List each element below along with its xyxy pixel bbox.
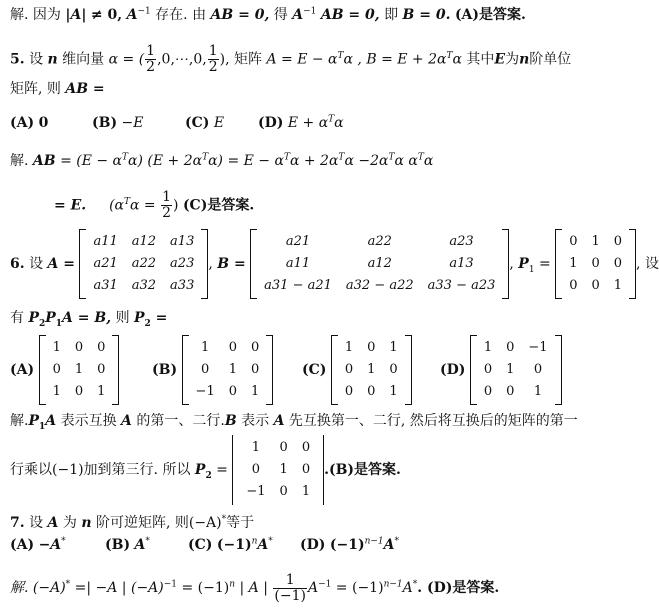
matrix-cell: 0 bbox=[533, 362, 543, 377]
option-d bbox=[300, 536, 399, 554]
text: P bbox=[28, 310, 39, 326]
text: 维向量 bbox=[62, 51, 105, 68]
matrix-cell: 0 bbox=[279, 484, 288, 499]
option-value: A bbox=[134, 537, 146, 553]
option-matrix bbox=[39, 335, 120, 405]
denominator: 2 bbox=[208, 59, 218, 75]
transpose-sup: T bbox=[123, 196, 130, 207]
subscript: 1 bbox=[55, 318, 63, 329]
text: 有 bbox=[10, 310, 24, 326]
matrix-cell: 0 bbox=[251, 362, 260, 377]
matrix-cell: a12 bbox=[131, 234, 157, 249]
denominator: 2 bbox=[146, 59, 156, 75]
transpose-sup: T bbox=[338, 152, 345, 163]
subscript: 1 bbox=[528, 264, 535, 275]
matrix-cell: −1 bbox=[528, 340, 548, 355]
matrix-cell: 0 bbox=[301, 440, 311, 455]
transpose-sup: T bbox=[122, 152, 129, 163]
transpose-sup: T bbox=[388, 152, 395, 163]
text: α bbox=[452, 51, 462, 68]
option-matrix bbox=[182, 335, 274, 405]
matrix-row bbox=[257, 253, 502, 275]
denominator: 2 bbox=[162, 205, 172, 221]
text: 解. 因为 bbox=[10, 7, 61, 23]
text: 设 bbox=[29, 515, 44, 531]
text: A = B, bbox=[62, 310, 112, 326]
result-matrix bbox=[232, 435, 324, 505]
matrix-row bbox=[477, 337, 555, 359]
exp-sup: −1 bbox=[163, 579, 178, 590]
exp-sup: −1 bbox=[318, 579, 332, 590]
star-sup: * bbox=[394, 536, 400, 547]
matrix-cell: 0 bbox=[97, 340, 106, 355]
option-value: A bbox=[383, 537, 395, 553]
text: 行乘以(−1)加到第三行. 所以 bbox=[10, 462, 191, 478]
answer: . (D)是答案. bbox=[417, 580, 500, 596]
text: 设 bbox=[29, 256, 44, 272]
matrix-cell: 1 bbox=[367, 362, 376, 377]
text: 的第一、二行. bbox=[136, 413, 225, 429]
matrix-row bbox=[338, 359, 405, 381]
matrix-cell: 0 bbox=[251, 340, 260, 355]
solution-q4-line bbox=[10, 6, 597, 24]
text: α bbox=[423, 153, 434, 169]
matrix-cell: 1 bbox=[389, 340, 398, 355]
matrix-row bbox=[189, 359, 267, 381]
text: B = bbox=[217, 256, 246, 272]
text: AB = 0, bbox=[210, 7, 270, 23]
matrix-row bbox=[239, 459, 317, 481]
option-c bbox=[302, 334, 412, 406]
text: α + 2α bbox=[289, 153, 339, 169]
matrix-cell: a11 bbox=[285, 256, 311, 271]
transpose-sup: T bbox=[446, 50, 453, 61]
option-label: (C) bbox=[185, 115, 210, 131]
matrix-cell: 1 bbox=[251, 384, 260, 399]
question-number: 6. bbox=[10, 256, 25, 272]
text: = (E − α bbox=[60, 153, 123, 169]
option-label: (B) bbox=[105, 537, 131, 553]
star-sup: * bbox=[65, 579, 71, 590]
option-label: (D) bbox=[258, 115, 284, 131]
option-a bbox=[10, 334, 119, 406]
numerator: 1 bbox=[162, 189, 172, 205]
matrix-cell: 0 bbox=[483, 362, 493, 377]
option-label: (C) bbox=[188, 537, 213, 553]
numerator: 1 bbox=[273, 573, 307, 589]
matrix-row bbox=[189, 381, 267, 403]
matrix-cell: 1 bbox=[344, 340, 354, 355]
matrix-cell: 1 bbox=[279, 462, 288, 477]
text: 表示互换 bbox=[60, 413, 117, 429]
text: = E. bbox=[54, 197, 87, 214]
matrix-cell: a13 bbox=[449, 256, 474, 271]
option-c bbox=[188, 536, 273, 554]
question-7-line bbox=[10, 514, 597, 532]
text: α = ( bbox=[108, 51, 145, 68]
matrix-cell: 0 bbox=[569, 234, 578, 249]
text: α = bbox=[130, 197, 156, 214]
text: | A | bbox=[235, 580, 268, 596]
text: = (−1) bbox=[331, 580, 384, 596]
matrix-b bbox=[250, 229, 509, 299]
answer: .(B)是答案. bbox=[324, 462, 401, 478]
matrix-cell: −1 bbox=[246, 484, 266, 499]
matrix-cell: 1 bbox=[97, 384, 106, 399]
text: , bbox=[509, 256, 514, 272]
matrix-cell: 0 bbox=[506, 340, 515, 355]
matrix-row bbox=[338, 381, 405, 403]
option-c bbox=[185, 114, 224, 132]
option-value: A bbox=[257, 537, 269, 553]
text: ≠ 0, bbox=[90, 7, 123, 23]
option-label: (B) bbox=[92, 115, 118, 131]
text: 为 bbox=[505, 51, 520, 68]
matrix-cell: 0 bbox=[483, 384, 493, 399]
matrix-cell: a22 bbox=[367, 234, 392, 249]
matrix-cell: 0 bbox=[591, 278, 600, 293]
matrix-row bbox=[86, 253, 201, 275]
matrix-cell: 0 bbox=[52, 362, 61, 377]
solution-5-line2 bbox=[54, 190, 641, 221]
exp-sup: n−1 bbox=[383, 579, 403, 590]
text: (α bbox=[109, 197, 124, 214]
option-value: 0 bbox=[38, 115, 49, 131]
matrix-cell: a23 bbox=[449, 234, 474, 249]
text: α) = E − α bbox=[208, 153, 284, 169]
var-n: n bbox=[81, 515, 92, 531]
option-matrix bbox=[470, 335, 562, 405]
matrix-cell: a31 − a21 bbox=[264, 278, 332, 293]
text: A bbox=[402, 580, 413, 596]
text: 等于 bbox=[226, 515, 255, 531]
matrix-row bbox=[257, 231, 502, 253]
text: AB bbox=[32, 153, 56, 169]
matrix-cell: 0 bbox=[74, 384, 84, 399]
matrix-cell: a13 bbox=[170, 234, 195, 249]
text: α) (E + 2α bbox=[128, 153, 203, 169]
transpose-sup: T bbox=[283, 152, 290, 163]
matrix-cell: 1 bbox=[200, 340, 210, 355]
text: P bbox=[134, 310, 145, 326]
matrix-cell: 0 bbox=[200, 362, 210, 377]
subscript: 2 bbox=[144, 318, 151, 329]
matrix-cell: 0 bbox=[301, 462, 311, 477]
text: A bbox=[273, 413, 285, 429]
text: 解. bbox=[10, 153, 29, 169]
matrix-cell: 0 bbox=[228, 384, 237, 399]
subscript: 2 bbox=[205, 470, 212, 481]
det-a: |A| bbox=[65, 7, 87, 23]
option-label: (A) bbox=[10, 115, 35, 131]
matrix-cell: 0 bbox=[613, 234, 623, 249]
matrix-cell: 1 bbox=[301, 484, 311, 499]
text: = bbox=[211, 462, 228, 478]
matrix-row bbox=[189, 337, 267, 359]
matrix-cell: a22 bbox=[131, 256, 157, 271]
text: 先互换第一、二行, 然后将互换后的矩阵的第一 bbox=[288, 413, 578, 429]
matrix-p1 bbox=[555, 229, 636, 299]
var-n: n bbox=[519, 51, 530, 68]
option-value: E + α bbox=[287, 115, 329, 131]
matrix-cell: 0 bbox=[613, 256, 623, 271]
matrix-cell: 1 bbox=[506, 362, 515, 377]
var-n: n bbox=[47, 51, 58, 68]
matrix-cell: 1 bbox=[483, 340, 493, 355]
star-sup: * bbox=[412, 579, 418, 590]
option-value: E bbox=[213, 115, 225, 131]
matrix-cell: 1 bbox=[228, 362, 237, 377]
text: α −2α bbox=[344, 153, 389, 169]
fraction bbox=[208, 44, 219, 75]
text: P bbox=[45, 310, 56, 326]
matrix-row bbox=[562, 275, 629, 297]
text: α , bbox=[343, 51, 362, 68]
matrix-cell: 1 bbox=[52, 384, 61, 399]
text: = bbox=[150, 310, 168, 326]
text: ,0,⋯,0, bbox=[157, 51, 207, 68]
question-6-line1 bbox=[10, 226, 659, 302]
matrix-cell: a11 bbox=[93, 234, 118, 249]
text: 解. bbox=[10, 413, 29, 429]
option-label: (D) bbox=[440, 362, 466, 378]
matrix-cell: 1 bbox=[389, 384, 398, 399]
transpose-sup: T bbox=[337, 50, 344, 61]
option-label: (D) bbox=[300, 537, 326, 553]
matrix-cell: a21 bbox=[93, 256, 118, 271]
matrix-cell: 0 bbox=[97, 362, 106, 377]
star-sup: * bbox=[61, 536, 66, 547]
text: α α bbox=[394, 153, 418, 169]
option-a bbox=[10, 114, 48, 132]
option-label: (C) bbox=[302, 362, 327, 378]
matrix-cell: 1 bbox=[533, 384, 543, 399]
denominator: (−1) bbox=[274, 587, 306, 604]
text: B bbox=[224, 413, 237, 429]
matrix-row bbox=[239, 481, 317, 503]
option-label: (B) bbox=[152, 362, 178, 378]
matrix-cell: 1 bbox=[591, 234, 600, 249]
matrix-cell: 0 bbox=[591, 256, 600, 271]
text: ) bbox=[173, 197, 179, 214]
option-value: −E bbox=[121, 115, 144, 131]
exp-sup: n bbox=[229, 579, 236, 590]
matrix-row bbox=[477, 359, 555, 381]
option-label: (A) bbox=[10, 362, 35, 378]
matrix-cell: 0 bbox=[251, 462, 261, 477]
inverse-sup: −1 bbox=[303, 6, 317, 17]
matrix-row bbox=[338, 337, 405, 359]
text: A bbox=[307, 580, 319, 596]
question-number: 5. bbox=[10, 51, 25, 68]
text: 阶可逆矩阵, 则(−A) bbox=[95, 515, 222, 531]
text: 表示 bbox=[241, 413, 270, 429]
matrix-row bbox=[562, 231, 629, 253]
matrix-cell: 0 bbox=[569, 278, 578, 293]
text: 设 bbox=[29, 51, 44, 68]
matrix-cell: 0 bbox=[344, 384, 354, 399]
question-5-line2 bbox=[10, 80, 597, 98]
matrix-row bbox=[86, 231, 201, 253]
matrix-a: A bbox=[126, 7, 138, 23]
text: 即 bbox=[384, 7, 399, 23]
option-value: α bbox=[334, 115, 344, 131]
subscript: 1 bbox=[38, 421, 46, 432]
matrix-cell: 1 bbox=[569, 256, 578, 271]
text: 矩阵 bbox=[234, 51, 263, 68]
matrix-cell: 0 bbox=[367, 340, 376, 355]
matrix-row bbox=[239, 437, 317, 459]
star-sup: * bbox=[221, 514, 227, 525]
matrix-cell: −1 bbox=[195, 384, 215, 399]
option-matrix bbox=[331, 335, 412, 405]
text: 阶单位 bbox=[529, 51, 572, 68]
text: P bbox=[518, 256, 529, 272]
matrix-cell: a23 bbox=[170, 256, 195, 271]
option-value: −A bbox=[38, 537, 62, 553]
text: 得 bbox=[273, 7, 288, 23]
numerator: 1 bbox=[146, 43, 156, 59]
text: 矩阵, 则 bbox=[10, 81, 61, 97]
text: 则 bbox=[115, 310, 130, 326]
matrix-row bbox=[257, 275, 502, 297]
matrix-a: A bbox=[292, 7, 304, 23]
transpose-sup: T bbox=[417, 152, 424, 163]
solution-6-line1 bbox=[10, 412, 597, 430]
matrix-cell: a32 bbox=[131, 278, 157, 293]
option-b bbox=[105, 536, 150, 554]
text: =| −A | (−A) bbox=[70, 580, 164, 596]
transpose-sup: T bbox=[328, 114, 335, 125]
fraction bbox=[161, 190, 172, 221]
text: = (−1) bbox=[177, 580, 230, 596]
matrix-cell: a33 bbox=[170, 278, 195, 293]
option-b bbox=[92, 114, 144, 132]
var-e: E bbox=[494, 51, 506, 68]
matrix-cell: a31 bbox=[93, 278, 118, 293]
text: B = E + 2α bbox=[366, 51, 447, 68]
matrix-cell: 1 bbox=[613, 278, 623, 293]
text: , 设 bbox=[636, 256, 659, 272]
option-a bbox=[10, 536, 66, 554]
option-value: (−1) bbox=[216, 537, 252, 553]
text: P bbox=[194, 462, 206, 478]
matrix-row bbox=[46, 359, 113, 381]
matrix-row bbox=[46, 337, 113, 359]
star-sup: * bbox=[145, 536, 150, 547]
matrix-cell: 0 bbox=[506, 384, 515, 399]
matrix-cell: a32 − a22 bbox=[345, 278, 414, 293]
text: 为 bbox=[62, 515, 77, 531]
text: 解. (−A) bbox=[10, 580, 66, 596]
text: A bbox=[45, 413, 57, 429]
text: A bbox=[121, 413, 132, 429]
option-value: (−1) bbox=[329, 537, 365, 553]
matrix-cell: 1 bbox=[52, 340, 61, 355]
text: AB = bbox=[65, 81, 105, 97]
matrix-cell: 0 bbox=[389, 362, 398, 377]
matrix-cell: 0 bbox=[279, 440, 288, 455]
text: , bbox=[208, 256, 213, 272]
matrix-row bbox=[562, 253, 629, 275]
n-sup: n−1 bbox=[364, 536, 384, 547]
option-d bbox=[258, 114, 344, 132]
option-label: (A) bbox=[10, 537, 35, 553]
matrix-row bbox=[477, 381, 555, 403]
text: 其中 bbox=[466, 51, 495, 68]
answer: (A)是答案. bbox=[454, 7, 526, 23]
matrix-cell: a12 bbox=[367, 256, 392, 271]
matrix-cell: 0 bbox=[74, 340, 84, 355]
question-6-line2 bbox=[10, 309, 597, 327]
text: = bbox=[534, 256, 551, 272]
answer: (C)是答案. bbox=[182, 197, 255, 214]
matrix-a bbox=[79, 229, 208, 299]
text: A = bbox=[47, 256, 75, 272]
question-6-options bbox=[0, 334, 587, 406]
solution-6-line2 bbox=[10, 434, 597, 506]
fraction bbox=[145, 44, 156, 75]
star-sup: * bbox=[268, 536, 273, 547]
fraction bbox=[273, 573, 307, 604]
text: AB = 0, bbox=[320, 7, 380, 23]
n-sup: n bbox=[251, 536, 258, 547]
question-number: 7. bbox=[10, 515, 25, 531]
text: A = E − α bbox=[266, 51, 338, 68]
text: ), bbox=[219, 51, 230, 68]
transpose-sup: T bbox=[202, 152, 209, 163]
matrix-row bbox=[86, 275, 201, 297]
numerator: 1 bbox=[208, 43, 218, 59]
matrix-cell: 0 bbox=[228, 340, 237, 355]
solution-5-line1 bbox=[10, 152, 597, 170]
subscript: 2 bbox=[38, 318, 46, 329]
solution-7-line bbox=[10, 568, 597, 608]
matrix-row bbox=[46, 381, 113, 403]
question-5-line1 bbox=[10, 44, 597, 75]
matrix-cell: a21 bbox=[285, 234, 311, 249]
text: B = 0. bbox=[402, 7, 451, 23]
matrix-cell: 1 bbox=[74, 362, 84, 377]
matrix-cell: a33 − a23 bbox=[427, 278, 496, 293]
inverse-sup: −1 bbox=[137, 6, 151, 17]
text: 存在. 由 bbox=[155, 7, 207, 23]
matrix-cell: 0 bbox=[344, 362, 354, 377]
var-a: A bbox=[47, 515, 59, 531]
option-d bbox=[440, 334, 562, 406]
matrix-cell: 1 bbox=[251, 440, 261, 455]
matrix-cell: 0 bbox=[367, 384, 376, 399]
text: P bbox=[28, 413, 39, 429]
option-b bbox=[152, 334, 273, 406]
